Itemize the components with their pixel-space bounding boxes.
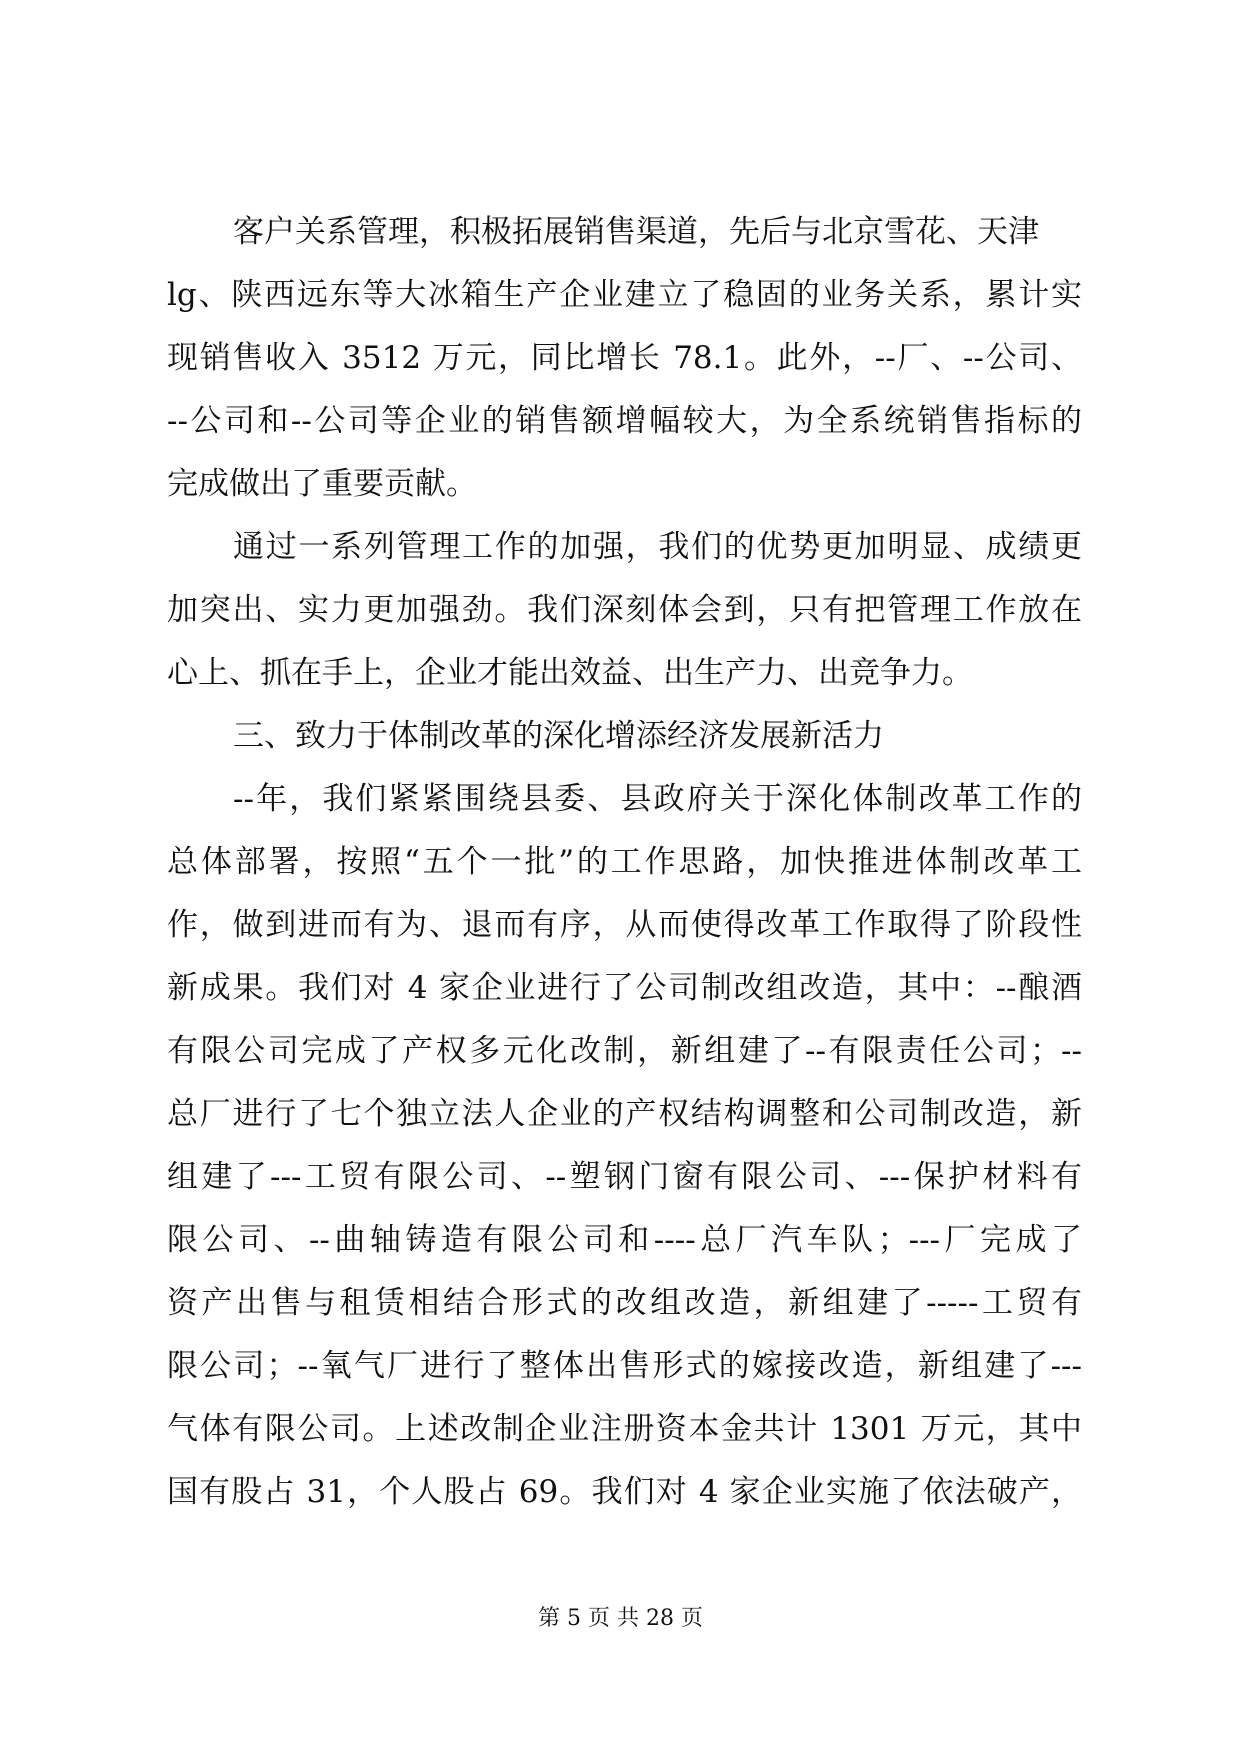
page-number-footer: 第 5 页 共 28 页 — [538, 1606, 703, 1631]
body-line-21: 国有股占 31，个人股占 69。我们对 4 家企业实施了依法破产， — [167, 1474, 1082, 1510]
body-line-10: --年，我们紧紧围绕县委、县政府关于深化体制改革工作的 — [233, 781, 1082, 817]
body-line-11: 总体部署，按照“五个一批”的工作思路，加快推进体制改革工 — [167, 844, 1082, 880]
body-line-5: 完成做出了重要贡献。 — [167, 466, 477, 502]
section-heading: 三、致力于体制改革的深化增添经济发展新活力 — [233, 718, 884, 754]
body-line-2: lg、陕西远东等大冰箱生产企业建立了稳固的业务关系，累计实 — [167, 277, 1082, 313]
body-line-6: 通过一系列管理工作的加强，我们的优势更加明显、成绩更 — [233, 529, 1082, 565]
body-line-17: 限公司、--曲轴铸造有限公司和----总厂汽车队；---厂完成了 — [167, 1222, 1082, 1258]
body-line-1: 客户关系管理，积极拓展销售渠道，先后与北京雪花、天津 — [233, 214, 1039, 250]
body-line-8: 心上、抓在手上，企业才能出效益、出生产力、出竞争力。 — [167, 655, 973, 691]
body-line-20: 气体有限公司。上述改制企业注册资本金共计 1301 万元，其中 — [167, 1411, 1082, 1447]
body-line-14: 有限公司完成了产权多元化改制，新组建了--有限责任公司；-- — [167, 1033, 1082, 1069]
body-line-15: 总厂进行了七个独立法人企业的产权结构调整和公司制改造，新 — [167, 1096, 1082, 1132]
body-line-13: 新成果。我们对 4 家企业进行了公司制改组改造，其中：--酿酒 — [167, 970, 1082, 1006]
body-line-7: 加突出、实力更加强劲。我们深刻体会到，只有把管理工作放在 — [167, 592, 1082, 628]
body-line-16: 组建了---工贸有限公司、--塑钢门窗有限公司、---保护材料有 — [167, 1159, 1082, 1195]
body-line-12: 作，做到进而有为、退而有序，从而使得改革工作取得了阶段性 — [167, 907, 1082, 943]
body-line-4: --公司和--公司等企业的销售额增幅较大，为全系统销售指标的 — [167, 403, 1082, 439]
body-line-18: 资产出售与租赁相结合形式的改组改造，新组建了-----工贸有 — [167, 1285, 1082, 1321]
body-line-3: 现销售收入 3512 万元，同比增长 78.1。此外，--厂、--公司、 — [167, 340, 1082, 376]
body-line-19: 限公司；--氧气厂进行了整体出售形式的嫁接改造，新组建了--- — [167, 1348, 1082, 1384]
